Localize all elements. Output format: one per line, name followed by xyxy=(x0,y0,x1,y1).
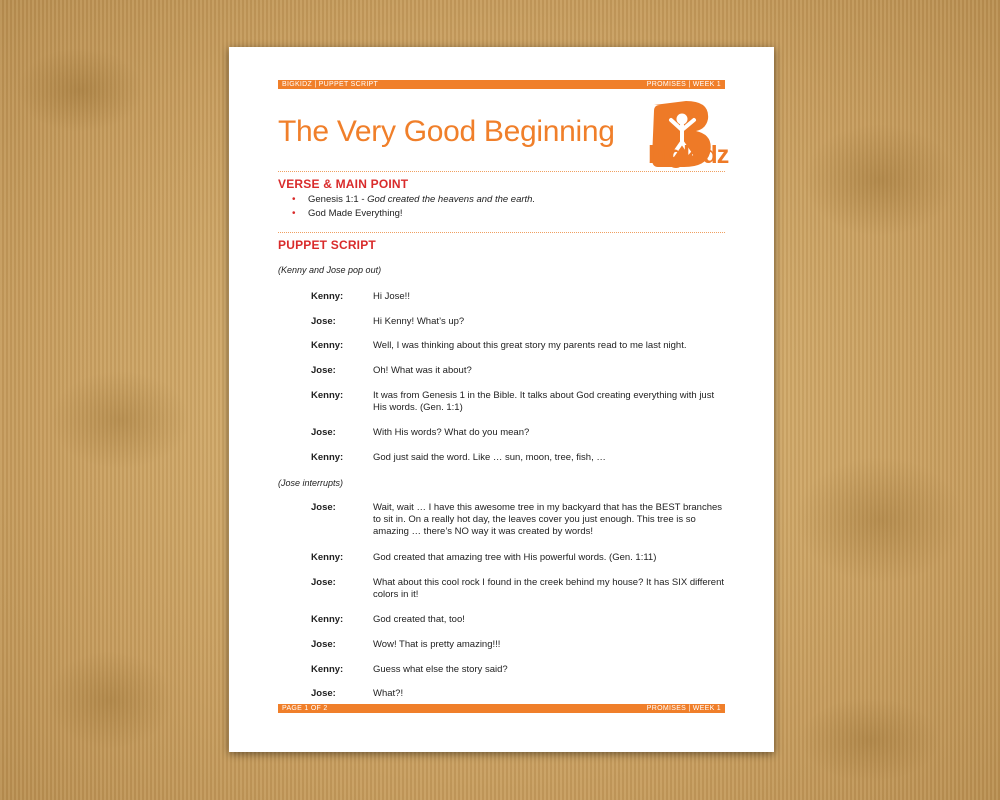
divider xyxy=(278,232,725,233)
script-heading: PUPPET SCRIPT xyxy=(278,238,376,252)
page-title: The Very Good Beginning xyxy=(278,115,615,148)
dialogue-text: Oh! What was it about? xyxy=(373,365,472,376)
stage-direction: (Kenny and Jose pop out) xyxy=(278,265,382,275)
dialogue-text: Hi Jose!! xyxy=(373,291,410,302)
stage-direction: (Jose interrupts) xyxy=(278,478,344,488)
divider xyxy=(278,171,725,172)
speaker: Kenny: xyxy=(311,340,344,351)
verse-quote: God created the heavens and the earth. xyxy=(367,194,536,205)
dialogue-text: Hi Kenny! What’s up? xyxy=(373,316,465,327)
speaker: Jose: xyxy=(311,316,336,327)
dialogue-text: With His words? What do you mean? xyxy=(373,427,530,438)
dialogue-text: God created that, too! xyxy=(373,614,465,625)
main-point: God Made Everything! xyxy=(308,208,403,219)
footer-left: PAGE 1 OF 2 xyxy=(282,705,328,712)
dialogue-text: Wow! That is pretty amazing!!! xyxy=(373,639,501,650)
speaker: Kenny: xyxy=(311,390,344,401)
dialogue-text: God created that amazing tree with His powerful words. (Gen. 1:11) xyxy=(373,552,657,563)
dialogue-text: What?! xyxy=(373,688,404,699)
dialogue-text: God just said the word. Like … sun, moon, tree, fish, … xyxy=(373,452,606,463)
bullet-verse xyxy=(292,193,535,207)
footer-bar xyxy=(278,704,725,713)
speaker: Kenny: xyxy=(311,291,344,302)
header-bar xyxy=(278,80,725,89)
speaker: Jose: xyxy=(311,688,336,699)
dialogue-text: It was from Genesis 1 in the Bible. It talks about God creating everything with just His words. (Gen. 1:1) xyxy=(373,390,715,413)
speaker: Jose: xyxy=(311,427,336,438)
speaker: Kenny: xyxy=(311,614,344,625)
footer-right: PROMISES | WEEK 1 xyxy=(646,705,721,712)
verse-heading: VERSE & MAIN POINT xyxy=(278,177,409,191)
dialogue-text: Wait, wait … I have this awesome tree in my backyard that has the BEST branches to sit in. On a really hot day, the leaves cover you just enough. This tree is so amazing … there’s NO way it was created by words! xyxy=(373,502,723,537)
verse-bullets xyxy=(292,193,535,221)
bullet-main-point xyxy=(292,207,535,221)
speaker: Jose: xyxy=(311,502,336,513)
speaker: Jose: xyxy=(311,577,336,588)
header-left: BIGKIDZ | PUPPET SCRIPT xyxy=(282,81,379,88)
speaker: Jose: xyxy=(311,639,336,650)
speaker: Kenny: xyxy=(311,664,344,675)
speaker: Jose: xyxy=(311,365,336,376)
verse-reference: Genesis 1:1 - xyxy=(308,194,368,205)
speaker: Kenny: xyxy=(311,452,344,463)
dialogue-text: Guess what else the story said? xyxy=(373,664,508,675)
logo-wordmark: bigkidz xyxy=(648,141,729,169)
speaker: Kenny: xyxy=(311,552,344,563)
dialogue-text: What about this cool rock I found in the creek behind my house? It has SIX different colors in it! xyxy=(373,577,724,600)
header-right: PROMISES | WEEK 1 xyxy=(646,81,721,88)
script-page xyxy=(229,47,774,752)
dialogue-text: Well, I was thinking about this great story my parents read to me last night. xyxy=(373,340,687,351)
